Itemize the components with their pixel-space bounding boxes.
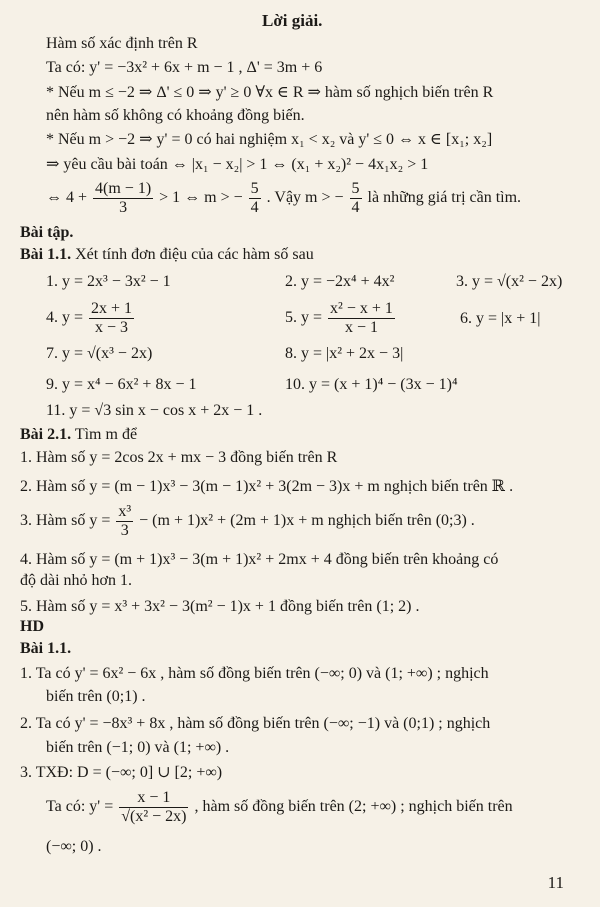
hint-item-continued: biến trên (0;1) .	[46, 688, 146, 705]
solution-line-fractions: ⇔ 4 + $\frac{4(m - 1)}{3}$ > 1 ⇔ m > − $\frac{5}{4}$ . Vậy m > − $\frac{5}{4}$ là những giá trị cần tìm.	[46, 179, 522, 216]
solution-line: ⇒ yêu cầu bài toán ⇔ |x₁ − x₂| > 1 ⇔ (x₁ + x₂)² − 4x₁x₂ > 1	[46, 156, 429, 173]
function-item: 3. y = √(x² − 2x)	[456, 273, 563, 290]
problem-item: 2. Hàm số y = (m − 1)x³ − 3(m − 1)x² + 3(2m − 3)x + m nghịch biến trên ℝ .	[20, 478, 514, 495]
solution-line: nên hàm số không có khoảng đồng biến.	[46, 107, 305, 124]
page-number: 11	[547, 873, 564, 892]
solution-line: Ta có: y' = −3x² + 6x + m − 1 , Δ' = 3m + 6	[46, 59, 323, 76]
problem-item: 1. Hàm số y = 2cos 2x + mx − 3 đồng biến trên R	[20, 449, 338, 466]
function-item: 6. y = |x + 1|	[460, 310, 541, 327]
function-item: 9. y = x⁴ − 6x² + 8x − 1	[46, 376, 197, 393]
problem-item: 5. Hàm số y = x³ + 3x² − 3(m² − 1)x + 1 đồng biến trên (1; 2) .	[20, 598, 420, 615]
function-item: 4. y = $\frac{2x + 1}{x - 3}$	[46, 299, 133, 336]
function-item: 5. y = $\frac{\text{x² − x + 1}}{x - 1}$	[285, 299, 393, 336]
solution-line: * Nếu m > −2 ⇒ y' = 0 có hai nghiệm x₁ < x₂ và y' ≤ 0 ⇔ x ∈ [x₁; x₂]	[46, 131, 493, 148]
hint-item: 1. Ta có y' = 6x² − 6x , hàm số đồng biến trên (−∞; 0) và (1; +∞) ; nghịch	[20, 665, 489, 682]
function-item: 7. y = √(x³ − 2x)	[46, 345, 153, 362]
hint-bai-1-1: Bài 1.1.	[20, 640, 72, 657]
hint-item-continued: (−∞; 0) .	[46, 838, 102, 855]
problem-item: 3. Hàm số y = $\frac{\text{x³}}{3}$ − (m + 1)x² + (2m + 1)x + m nghịch biến trên (0;3) .	[20, 502, 475, 539]
hint-item: 3. TXĐ: D = (−∞; 0] ∪ [2; +∞)	[20, 764, 223, 781]
function-item: 10. y = (x + 1)⁴ − (3x − 1)⁴	[285, 376, 458, 393]
problem-item: 4. Hàm số y = (m + 1)x³ − 3(m + 1)x² + 2mx + 4 đồng biến trên khoảng có	[20, 551, 499, 568]
hint-item-continued: biến trên (−1; 0) và (1; +∞) .	[46, 739, 230, 756]
solution-line: * Nếu m ≤ −2 ⇒ Δ' ≤ 0 ⇒ y' ≥ 0 ∀x ∈ R ⇒ hàm số nghịch biến trên R	[46, 84, 494, 101]
exercises-heading: Bài tập.	[20, 224, 74, 241]
function-item: 8. y = |x² + 2x − 3|	[285, 345, 404, 362]
problem-item-continued: độ dài nhỏ hơn 1.	[20, 572, 133, 589]
hint-item: 2. Ta có y' = −8x³ + 8x , hàm số đồng biến trên (−∞; −1) và (0;1) ; nghịch	[20, 715, 491, 732]
hint-item-continued: Ta có: y' = $\frac{x - 1}{\text{√(x² − 2x)}}$ , hàm số đồng biến trên (2; +∞) ; nghịch biến trên	[46, 788, 513, 825]
function-item: 1. y = 2x³ − 3x² − 1	[46, 273, 171, 290]
exercise-2-1-title: Bài 2.1. Tìm m để	[20, 426, 138, 443]
solution-title: Lời giải.	[262, 11, 323, 30]
exercise-1-1-title: Bài 1.1. Xét tính đơn điệu của các hàm số sau	[20, 246, 314, 263]
function-item: 11. y = √3 sin x − cos x + 2x − 1 .	[46, 402, 263, 419]
solution-line: Hàm số xác định trên R	[46, 35, 198, 52]
hints-heading: HD	[20, 618, 44, 635]
function-item: 2. y = −2x⁴ + 4x²	[285, 273, 395, 290]
